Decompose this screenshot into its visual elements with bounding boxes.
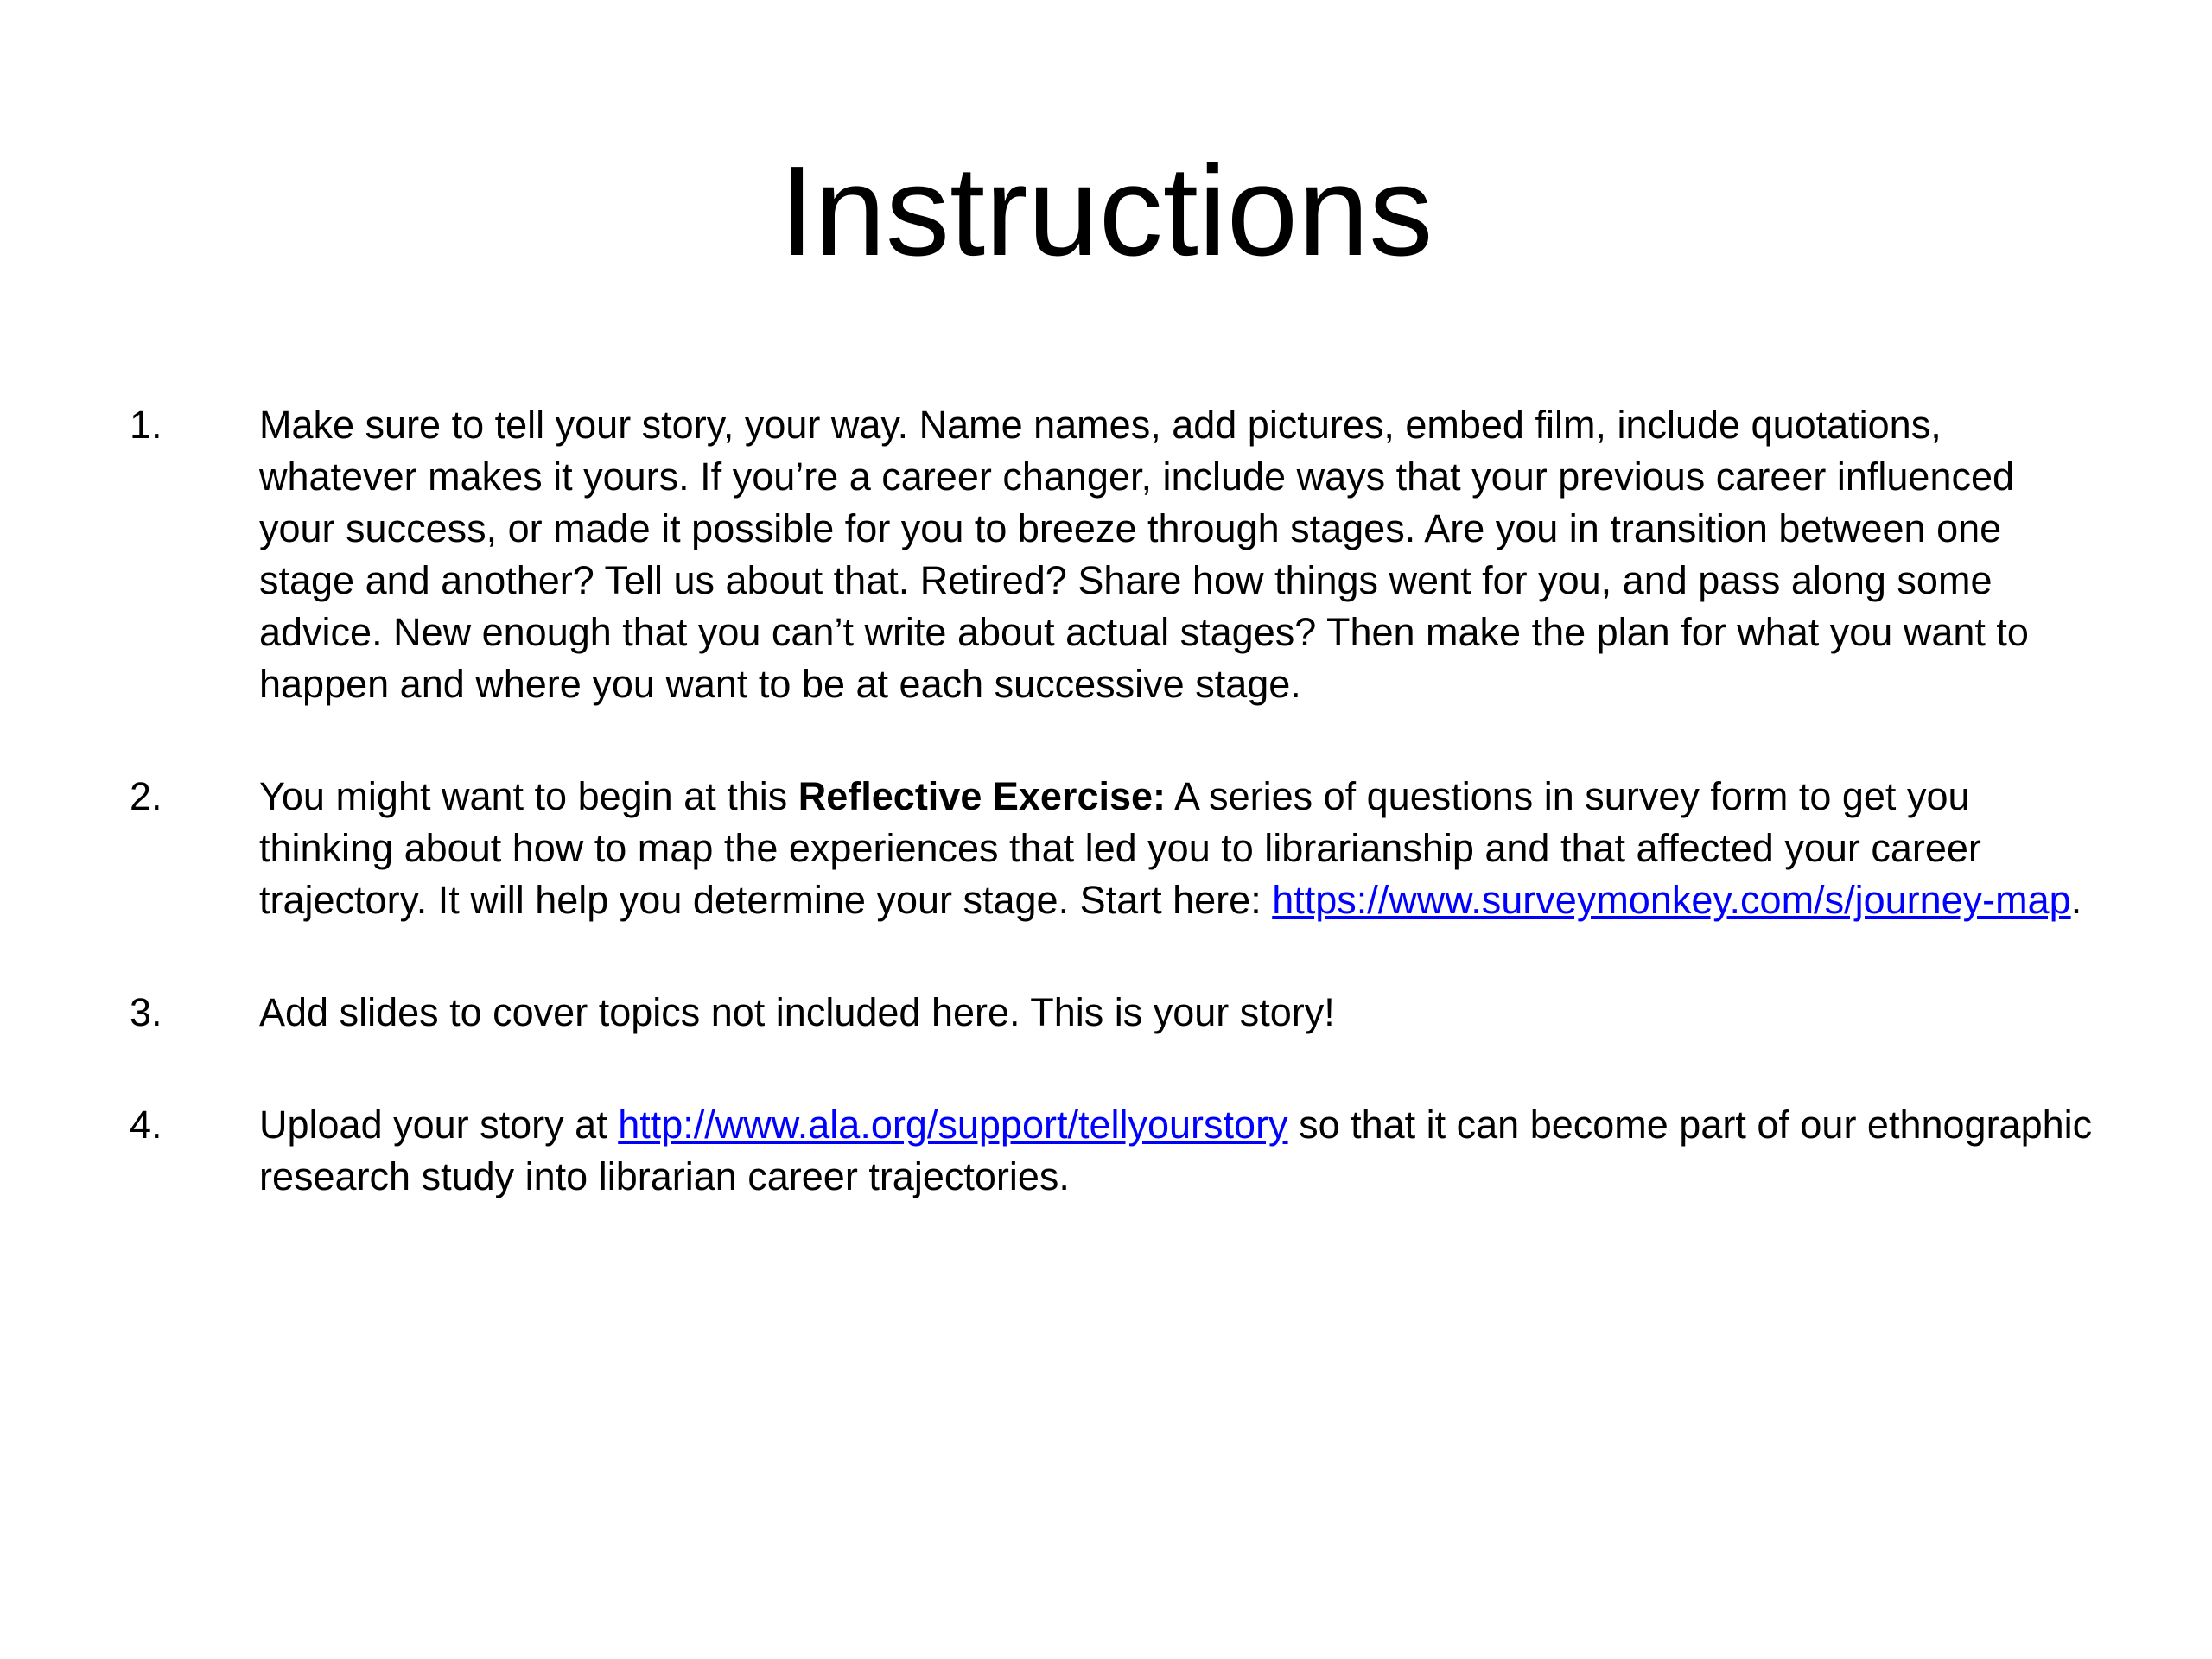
list-item-text: [259, 1099, 2100, 1203]
list-item-text: Add slides to cover topics not included here. This is your story!: [259, 990, 1335, 1034]
list-item-1: [130, 399, 2100, 710]
list-item-text: Make sure to tell your story, your way. Name names, add pictures, embed film, include quotations, whatever makes it yours. If you’re a career changer, include ways that your previous career influenced your success, or made it possible for you to breeze through stages. Are you in transition between one stage and another? Tell us about that. Retired? Share how things went for you, and pass along some advice. New enough that you can’t write about actual stages? Then make the plan for what you want to happen and where you want to be at each successive stage.: [259, 403, 2029, 706]
list-item-3: [130, 987, 2100, 1039]
list-number: 3.: [130, 990, 162, 1034]
text-segment: A series of questions in survey form to get you thinking about how to map the experiences that led you to librarianship and that affected your career trajectory. It will help you determine your stage. Start here:: [259, 774, 1981, 922]
list-number: 1.: [130, 403, 162, 447]
text-segment: You might want to begin at this: [259, 774, 798, 818]
list-number: 4.: [130, 1103, 162, 1147]
list-item-4: [130, 1099, 2100, 1203]
list-item-2: [130, 771, 2100, 926]
instructions-list: [130, 399, 2100, 1203]
list-number: 2.: [130, 774, 162, 818]
text-segment: so that it can become part of our ethnographic research study into librarian career trajectories.: [259, 1103, 2093, 1198]
text-segment: .: [2070, 878, 2082, 922]
surveymonkey-link[interactable]: https://www.surveymonkey.com/s/journey-map: [1272, 878, 2071, 922]
slide-title: Instructions: [779, 140, 1433, 283]
reflective-exercise-label: Reflective Exercise:: [798, 774, 1166, 818]
ala-tellyourstory-link[interactable]: http://www.ala.org/support/tellyourstory: [618, 1103, 1288, 1147]
list-item-text: [259, 771, 2100, 926]
text-segment: Upload your story at: [259, 1103, 619, 1147]
